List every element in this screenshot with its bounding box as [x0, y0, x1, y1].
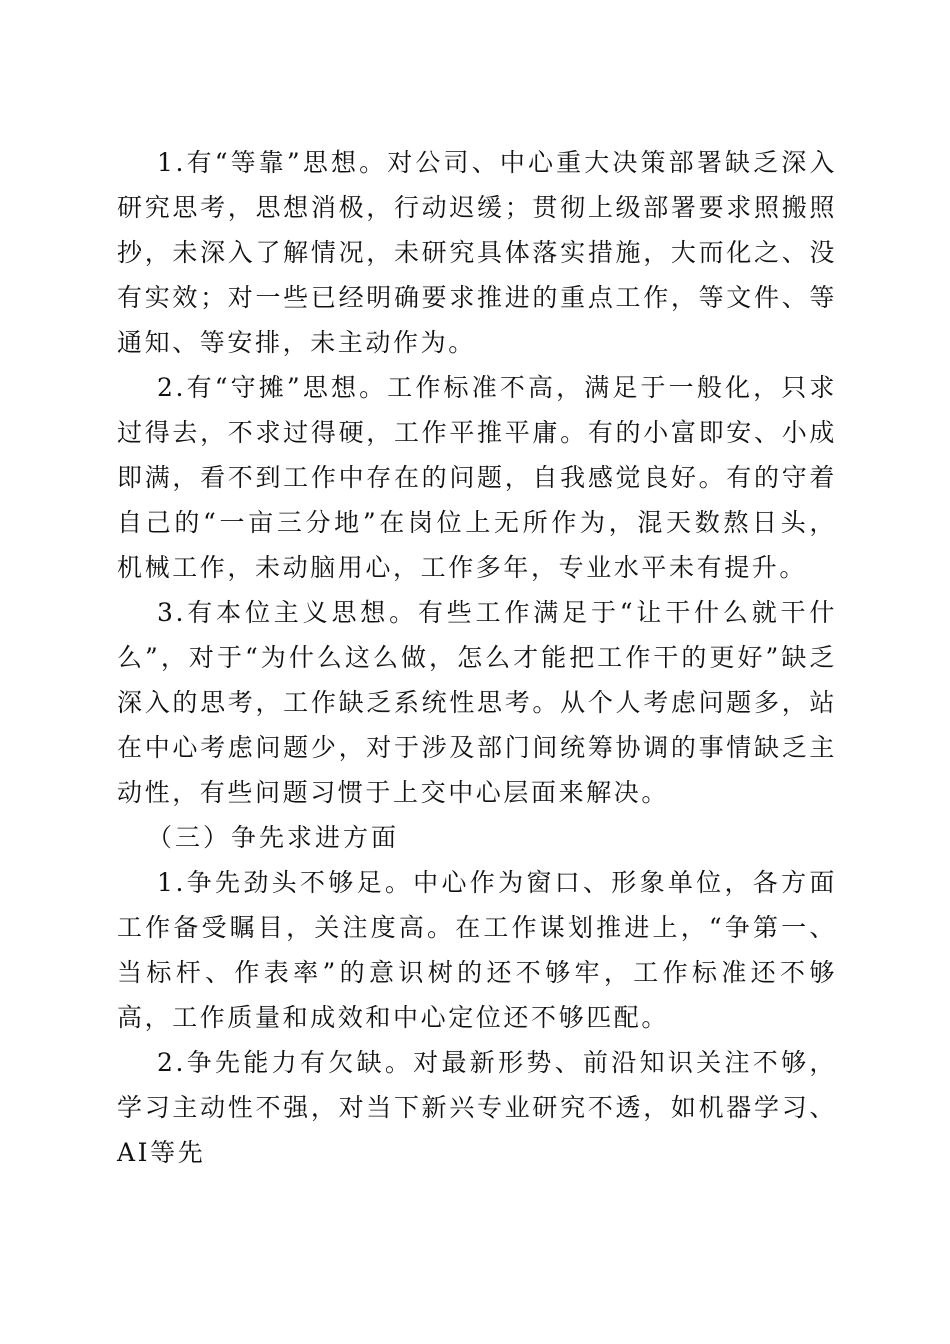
paragraph-waiting-mindset: 1.有“等靠”思想。对公司、中心重大决策部署缺乏深入研究思考，思想消极，行动迟缓；贯彻上级部署要求照搬照抄，未深入了解情况，未研究具体落实措施，大而化之、没有实效；对一些已经明确要求推进的重点工作，等文件、等通知、等安排，未主动作为。	[117, 148, 837, 357]
paragraph-lacking-ability: 2.争先能力有欠缺。对最新形势、前沿知识关注不够，学习主动性不强，对当下新兴专业研究不透，如机器学习、AI等先	[117, 1048, 837, 1167]
paragraph-departmentalism-mindset: 3.有本位主义思想。有些工作满足于“让干什么就干什么”，对于“为什么这么做，怎么才能把工作干的更好”缺乏深入的思考，工作缺乏系统性思考。从个人考虑问题多，站在中心考虑问题少，对于涉及部门间统筹协调的事情缺乏主动性，有些问题习惯于上交中心层面来解决。	[117, 598, 837, 807]
document-body	[117, 140, 837, 1175]
section-heading-striving: （三）争先求进方面	[147, 823, 400, 852]
paragraph-insufficient-drive: 1.争先劲头不够足。中心作为窗口、形象单位，各方面工作备受瞩目，关注度高。在工作谋划推进上，“争第一、当标杆、作表率”的意识树的还不够牢，工作标准还不够高，工作质量和成效和中心定位还不够匹配。	[117, 868, 837, 1032]
paragraph-complacency-mindset: 2.有“守摊”思想。工作标准不高，满足于一般化，只求过得去，不求过得硬，工作平推平庸。有的小富即安、小成即满，看不到工作中存在的问题，自我感觉良好。有的守着自己的“一亩三分地”在岗位上无所作为，混天数熬日头，机械工作，未动脑用心，工作多年，专业水平未有提升。	[117, 373, 837, 582]
